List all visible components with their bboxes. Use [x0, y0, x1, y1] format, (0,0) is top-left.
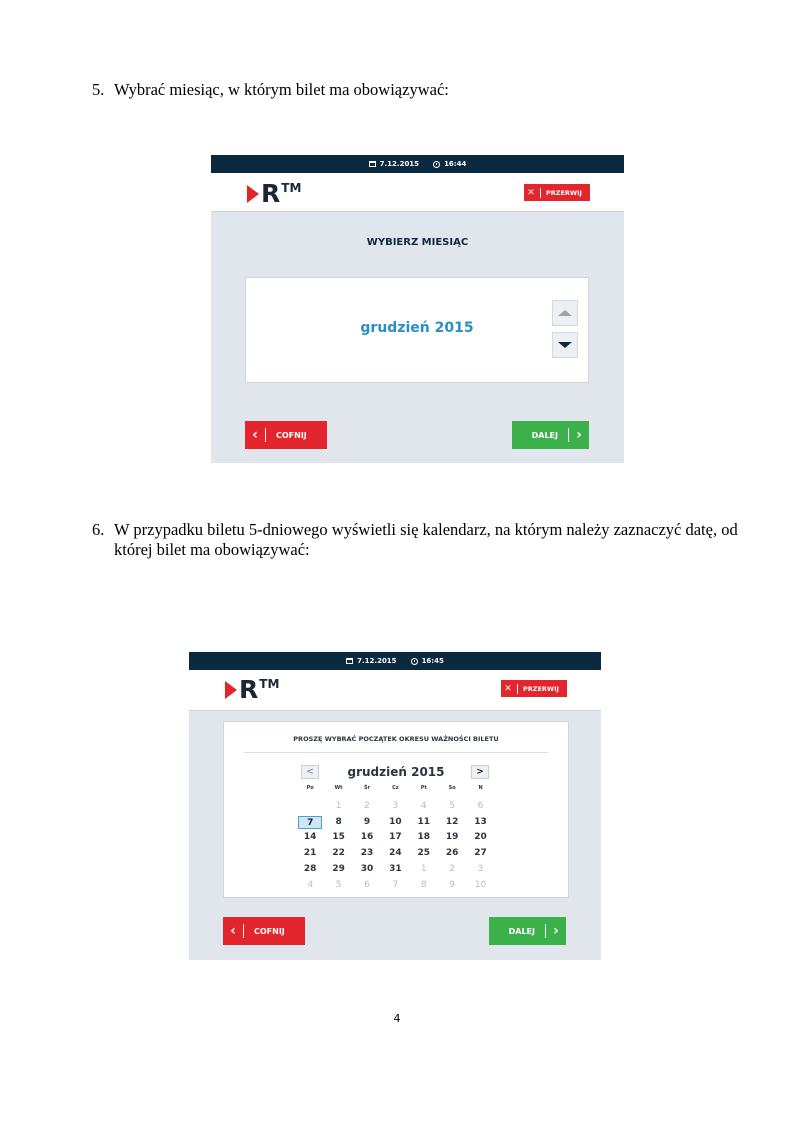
- month-picker-screen: [211, 155, 624, 463]
- day-cell[interactable]: 2: [449, 863, 456, 874]
- header: [189, 670, 601, 711]
- back-button[interactable]: ‹ COFNIJ: [223, 917, 305, 945]
- status-date: 7.12.2015: [379, 160, 420, 168]
- weekday-label: N: [478, 785, 483, 791]
- day-cell[interactable]: 31: [389, 863, 402, 874]
- day-cell[interactable]: 5: [449, 800, 456, 811]
- status-time: 16:45: [421, 657, 444, 665]
- break-button[interactable]: ✕ PRZERWIJ: [524, 184, 590, 201]
- day-cell[interactable]: 26: [445, 848, 459, 859]
- day-cell[interactable]: 8: [335, 816, 342, 827]
- clock-icon: [433, 161, 440, 168]
- day-cell[interactable]: 13: [474, 816, 487, 827]
- step-6-instruction: [92, 520, 742, 564]
- next-button[interactable]: DALEJ ›: [512, 421, 589, 449]
- day-cell[interactable]: 9: [363, 816, 371, 827]
- weekday-label: So: [448, 785, 456, 791]
- day-cell[interactable]: 23: [360, 848, 374, 859]
- day-cell[interactable]: 9: [449, 879, 456, 890]
- arrow-down-icon: [558, 342, 572, 348]
- clock-icon: [411, 658, 418, 665]
- day-cell[interactable]: 20: [474, 832, 487, 843]
- status-date: 7.12.2015: [357, 657, 397, 665]
- day-cell[interactable]: 14: [303, 832, 317, 843]
- day-cell[interactable]: 24: [389, 848, 402, 859]
- day-cell[interactable]: 10: [389, 816, 402, 827]
- status-bar: [211, 155, 624, 173]
- logo-chevron-icon: [247, 185, 259, 203]
- day-cell[interactable]: 10: [474, 879, 487, 890]
- day-cell[interactable]: 11: [417, 816, 431, 827]
- day-cell[interactable]: 18: [417, 832, 431, 843]
- weekday-label: Śr: [363, 785, 371, 791]
- day-cell[interactable]: 25: [417, 848, 431, 859]
- header: [211, 173, 624, 212]
- logo-chevron-icon: [225, 681, 237, 699]
- day-cell[interactable]: 17: [389, 832, 402, 843]
- chevron-right-icon: ›: [553, 923, 559, 939]
- day-cell[interactable]: 21: [303, 848, 317, 859]
- next-button[interactable]: DALEJ ›: [489, 917, 566, 945]
- day-cell[interactable]: 22: [332, 848, 345, 859]
- day-cell[interactable]: 12: [445, 816, 459, 827]
- close-icon: ✕: [504, 683, 512, 694]
- weekday-label: Cz: [392, 785, 399, 791]
- day-cell[interactable]: 6: [364, 879, 370, 890]
- chevron-right-icon: ›: [576, 427, 582, 443]
- day-cell[interactable]: 1: [335, 800, 342, 811]
- day-cell[interactable]: 29: [332, 863, 345, 874]
- month-down-button[interactable]: [552, 332, 578, 358]
- rtm-logo: R TM: [247, 182, 301, 206]
- step-text: Wybrać miesiąc, w którym bilet ma obowiązywać:: [114, 80, 449, 99]
- weekday-label: Pn: [306, 785, 314, 791]
- month-up-button[interactable]: [552, 300, 578, 326]
- day-cell[interactable]: 27: [474, 848, 487, 859]
- day-cell[interactable]: 4: [420, 800, 427, 811]
- day-cell[interactable]: 2: [364, 800, 370, 811]
- close-icon: ✕: [527, 187, 535, 198]
- step-5-instruction: [92, 80, 732, 102]
- month-selector: [245, 277, 589, 383]
- day-cell[interactable]: 6: [477, 800, 484, 811]
- selected-month: grudzień 2015: [360, 320, 474, 336]
- calendar-icon: [346, 658, 353, 664]
- calendar-screen: [189, 652, 601, 960]
- page-number: 4: [393, 1012, 401, 1025]
- calendar-icon: [369, 161, 376, 167]
- empty-day-cell: [296, 799, 324, 815]
- step-number: 6.: [92, 520, 105, 539]
- day-cell[interactable]: 8: [420, 879, 427, 890]
- calendar-grid: [296, 783, 495, 894]
- day-cell[interactable]: 15: [332, 832, 345, 843]
- day-cell[interactable]: 3: [477, 863, 484, 874]
- back-button[interactable]: ‹ COFNIJ: [245, 421, 327, 449]
- day-cell[interactable]: 30: [360, 863, 374, 874]
- screen-title: WYBIERZ MIESIĄC: [366, 237, 469, 248]
- day-cell[interactable]: 5: [335, 879, 342, 890]
- day-cell[interactable]: 16: [360, 832, 374, 843]
- rtm-logo: R TM: [225, 678, 279, 702]
- day-cell[interactable]: 7: [298, 816, 322, 830]
- next-month-button[interactable]: >: [471, 765, 489, 779]
- day-cell[interactable]: 19: [445, 832, 459, 843]
- status-bar: [189, 652, 601, 670]
- chevron-left-icon: ‹: [230, 923, 236, 939]
- day-cell[interactable]: 7: [392, 879, 399, 890]
- day-cell[interactable]: 3: [392, 800, 399, 811]
- calendar-panel: [223, 721, 569, 898]
- calendar-month: grudzień 2015: [347, 765, 445, 779]
- day-cell[interactable]: 1: [420, 863, 427, 874]
- day-cell[interactable]: 4: [307, 879, 314, 890]
- weekday-label: Pt: [420, 785, 427, 791]
- prev-month-button[interactable]: <: [301, 765, 319, 779]
- status-time: 16:44: [444, 160, 467, 168]
- break-button[interactable]: ✕ PRZERWIJ: [501, 680, 567, 697]
- weekday-label: Wt: [334, 785, 343, 791]
- chevron-left-icon: ‹: [252, 427, 258, 443]
- divider: [244, 752, 548, 753]
- calendar-title: PROSZĘ WYBRAĆ POCZĄTEK OKRESU WAŻNOŚCI BILETU: [293, 735, 499, 743]
- step-number: 5.: [92, 80, 105, 99]
- arrow-up-icon: [558, 310, 572, 316]
- step-text: W przypadku biletu 5-dniowego wyświetli się kalendarz, na którym należy zaznaczyć datę, od której bilet ma obowiązywać:: [114, 520, 738, 559]
- day-cell[interactable]: 28: [303, 863, 317, 874]
